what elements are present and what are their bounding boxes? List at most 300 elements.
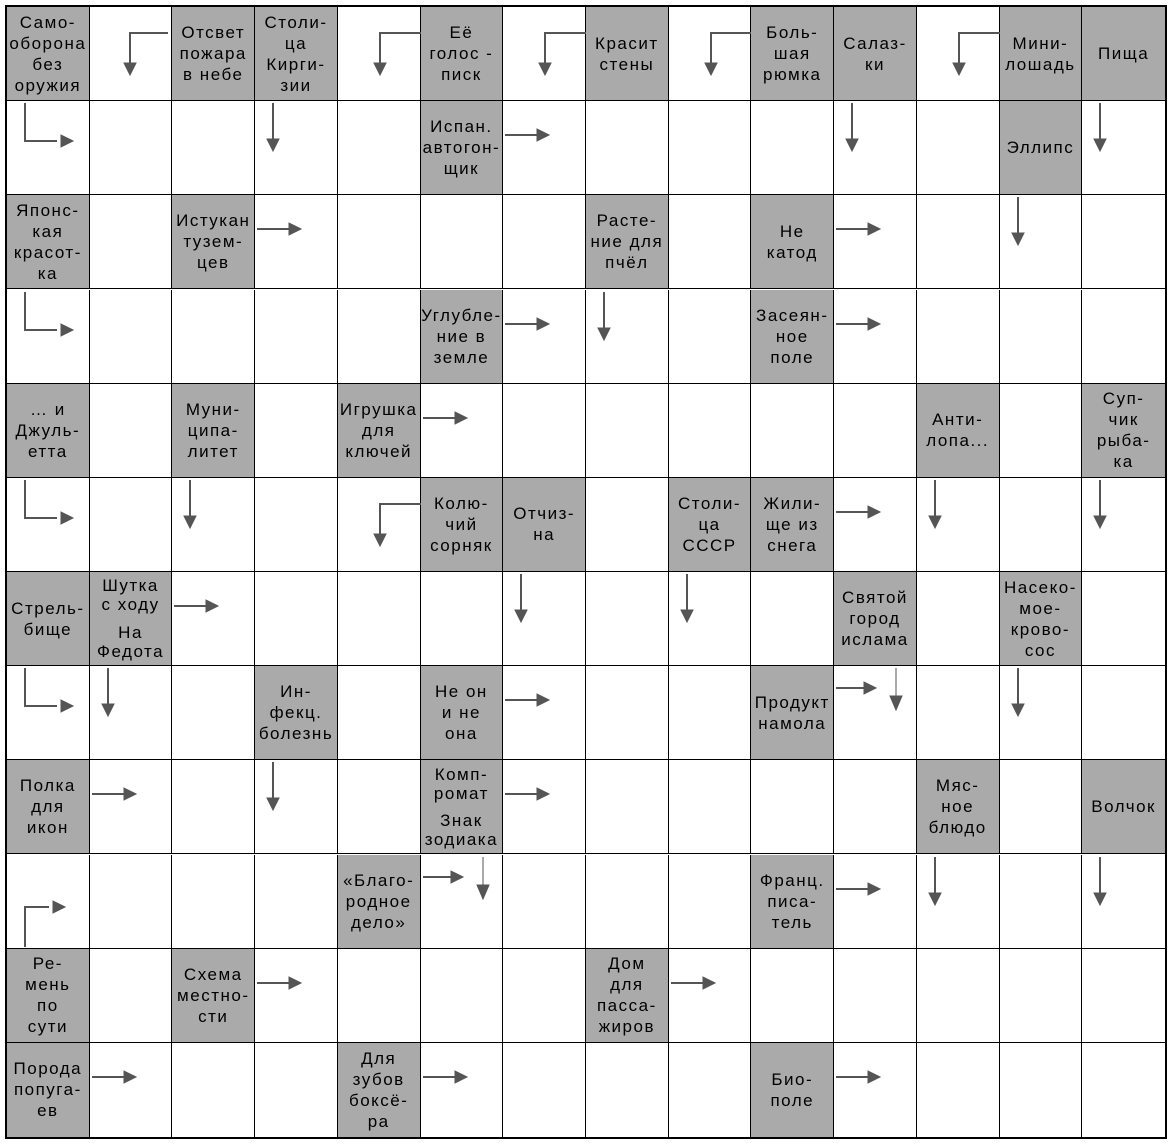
direction-arrow-icon [503,760,586,854]
split-clue-cell [90,572,173,666]
clue-text-box [1082,7,1165,100]
arrow-head [681,610,693,622]
answer-cell[interactable] [1082,572,1165,666]
answer-cell[interactable] [586,855,669,949]
answer-cell[interactable] [90,290,173,384]
clue-cell [421,101,504,195]
arrow-head [451,857,489,899]
clue-text: Столи- ца СССР [678,493,742,555]
clue-cell [338,1043,421,1137]
answer-cell[interactable] [669,1043,752,1137]
answer-cell[interactable] [917,290,1000,384]
arrow-head [124,1071,136,1083]
answer-cell[interactable] [917,855,1000,949]
clue-text: Мини- лошадь [1005,33,1076,74]
arrow-head [374,63,386,75]
clue-cell [751,195,834,289]
answer-cell[interactable] [834,949,917,1043]
answer-cell[interactable] [503,666,586,760]
clue-text: Святой город ислама [841,588,909,650]
clue-cell [421,7,504,101]
clue-cell [7,7,90,101]
answer-cell[interactable] [1082,478,1165,572]
answer-cell[interactable] [90,195,173,289]
answer-cell[interactable] [834,666,917,760]
direction-arrow-icon [834,1043,917,1137]
direction-arrow-icon [255,949,338,1043]
answer-cell[interactable] [255,855,338,949]
clue-text: Не катод [766,221,818,262]
answer-cell[interactable] [172,760,255,854]
answer-cell[interactable] [1000,384,1083,478]
answer-cell[interactable] [421,195,504,289]
arrow-head [868,1071,880,1083]
clue-cell [7,195,90,289]
direction-arrow-icon [90,7,173,101]
answer-cell[interactable] [255,101,338,195]
clue-cell [669,478,752,572]
answer-cell[interactable] [1082,1043,1165,1137]
clue-cell [917,760,1000,854]
answer-cell[interactable] [1000,1043,1083,1137]
answer-cell[interactable] [421,949,504,1043]
clue-text-box [1000,572,1082,665]
clue-cell [1082,760,1165,854]
answer-cell[interactable] [255,384,338,478]
arrow-head [703,977,715,989]
arrow-head [267,798,279,810]
clue-text-box [669,478,751,571]
clue-cell [421,290,504,384]
answer-cell[interactable] [1000,290,1083,384]
clue-text-box [1082,384,1165,477]
answer-cell[interactable] [172,101,255,195]
clue-text: Полка для икон [19,776,76,838]
answer-cell[interactable] [917,1043,1000,1137]
answer-cell[interactable] [1082,101,1165,195]
answer-cell[interactable] [338,101,421,195]
answer-cell[interactable] [90,1043,173,1137]
answer-cell[interactable] [669,949,752,1043]
answer-cell[interactable] [917,195,1000,289]
clue-cell [338,384,421,478]
clue-text: Ин- фекц. болезнь [258,682,334,744]
clue-cell [1000,101,1083,195]
arrow-head [184,516,196,528]
clue-text-box [421,290,503,383]
direction-arrow-icon [834,855,917,949]
answer-cell[interactable] [90,478,173,572]
direction-arrow-icon [669,7,752,101]
direction-arrow-icon [503,7,586,101]
answer-cell[interactable] [751,949,834,1043]
clue-cell [255,7,338,101]
clue-text-box [751,7,833,100]
answer-cell[interactable] [1082,290,1165,384]
clue-text: Истукан тузем- цев [176,211,251,273]
answer-cell[interactable] [669,101,752,195]
crossword-grid [5,5,1167,1139]
direction-arrow-icon [503,101,586,195]
answer-cell[interactable] [669,855,752,949]
direction-arrow-icon [421,384,504,478]
answer-cell[interactable] [503,1043,586,1137]
direction-arrow-icon [917,478,1000,572]
answer-cell[interactable] [503,101,586,195]
arrow-head [61,324,73,336]
answer-cell[interactable] [172,572,255,666]
direction-arrow-icon [586,290,669,384]
direction-arrow-icon [1082,478,1165,572]
clue-text-box [751,290,833,383]
arrow-head [1012,704,1024,716]
clue-cell [7,384,90,478]
clue-text-box [338,1043,420,1137]
answer-cell[interactable] [834,101,917,195]
direction-arrow-icon [917,7,1000,101]
clue-cell [586,7,669,101]
answer-cell[interactable] [90,384,173,478]
arrow-head [537,129,549,141]
clue-cell [503,478,586,572]
clue-text: «Благо- родное дело» [343,870,415,932]
answer-cell[interactable] [917,666,1000,760]
direction-arrow-icon [338,7,421,101]
answer-cell[interactable] [1000,666,1083,760]
answer-cell[interactable] [834,478,917,572]
answer-cell[interactable] [1000,855,1083,949]
answer-cell[interactable] [90,7,173,101]
clue-text: Столи- ца Кирги- зии [264,12,328,95]
answer-cell[interactable] [586,666,669,760]
clue-text-box [1000,101,1082,194]
clue-cell [338,855,421,949]
answer-cell[interactable] [834,384,917,478]
answer-cell[interactable] [172,290,255,384]
answer-cell[interactable] [503,760,586,854]
answer-cell[interactable] [669,384,752,478]
answer-cell[interactable] [172,855,255,949]
answer-cell[interactable] [1082,855,1165,949]
clue-text-box [586,195,668,288]
direction-arrow-icon [1082,855,1165,949]
answer-cell[interactable] [255,572,338,666]
clue-cell [751,855,834,949]
answer-cell[interactable] [586,478,669,572]
arrow-head [929,893,941,905]
arrow-head [206,600,218,612]
answer-cell[interactable] [172,478,255,572]
answer-cell[interactable] [255,760,338,854]
answer-cell[interactable] [421,1043,504,1137]
clue-text: Мяс- ное блюдо [928,776,987,838]
clue-text-box [338,855,420,948]
arrow-head [868,883,880,895]
arrow-head [124,63,136,75]
answer-cell[interactable] [503,949,586,1043]
direction-arrow-icon [834,478,917,572]
answer-cell[interactable] [586,1043,669,1137]
clue-text: Муни- ципа- литет [185,399,241,461]
clue-text-box [751,666,833,759]
answer-cell[interactable] [1000,195,1083,289]
answer-cell[interactable] [669,572,752,666]
answer-cell[interactable] [669,7,752,101]
answer-cell[interactable] [586,290,669,384]
clue-text: Анти- лопа... [926,410,990,451]
clue-cell [421,478,504,572]
answer-cell[interactable] [586,101,669,195]
answer-cell[interactable] [421,572,504,666]
clue-cell [172,949,255,1043]
answer-cell[interactable] [917,7,1000,101]
clue-text: Жили- ще из снега [763,493,822,555]
clue-text: На Федота [97,622,165,661]
clue-text-box [421,478,503,571]
direction-arrow-icon [503,572,586,666]
arrow-head [598,328,610,340]
answer-cell[interactable] [1082,666,1165,760]
clue-text: … и Джуль- етта [15,399,81,461]
clue-text-box [751,195,833,288]
clue-text-box [586,949,668,1042]
answer-cell[interactable] [172,1043,255,1137]
answer-cell[interactable] [255,290,338,384]
answer-cell[interactable] [90,760,173,854]
clue-cell [751,7,834,101]
clue-text: Пища [1098,44,1150,64]
clue-cell [751,666,834,760]
clue-text-box [255,666,337,759]
arrow-head [61,700,73,712]
answer-cell[interactable] [751,384,834,478]
answer-cell[interactable] [917,101,1000,195]
split-clue-top [90,572,172,620]
direction-arrow-icon [90,760,173,854]
clue-text-box [421,666,503,759]
clue-text-box [917,760,999,853]
answer-cell[interactable] [172,666,255,760]
arrow-head [1012,233,1024,245]
arrow-head [537,318,549,330]
direction-arrow-icon [834,195,917,289]
answer-cell[interactable] [421,855,504,949]
clue-text: Продукт намола [754,692,830,733]
answer-cell[interactable] [669,760,752,854]
answer-cell[interactable] [338,7,421,101]
answer-cell[interactable] [503,384,586,478]
answer-cell[interactable] [7,855,90,949]
clue-text: Отсвет пожара в небе [179,23,247,85]
arrow-head [455,412,467,424]
clue-text: Её голос - писк [429,23,494,85]
clue-text-box [7,195,89,288]
answer-cell[interactable] [669,195,752,289]
split-clue-bottom [90,619,172,666]
clue-cell [751,478,834,572]
direction-arrow-icon [172,572,255,666]
clue-cell [834,572,917,666]
answer-cell[interactable] [503,195,586,289]
clue-text: Игрушка для ключей [339,399,418,461]
answer-cell[interactable] [338,949,421,1043]
arrow-line [25,292,57,330]
clue-text: Салаз- ки [843,33,907,74]
answer-cell[interactable] [503,572,586,666]
answer-cell[interactable] [503,855,586,949]
answer-cell[interactable] [586,760,669,854]
direction-arrow-icon [834,101,917,195]
clue-text-box [7,7,89,100]
arrow-head [864,668,902,710]
clue-text-box [7,1043,89,1137]
clue-text-box [172,7,254,100]
clue-text: Эллипс [1006,138,1075,158]
arrow-head [455,1071,467,1083]
arrow-head [61,135,73,147]
direction-arrow-icon [7,290,90,384]
answer-cell[interactable] [338,760,421,854]
arrow-head [868,223,880,235]
split-clue-bottom [421,807,503,854]
arrow-head [1094,139,1106,151]
clue-text: Засеян- ное поле [756,305,829,367]
answer-cell[interactable] [834,760,917,854]
direction-arrow-icon [421,1043,504,1137]
clue-text: Испан. автогон- щик [422,117,501,179]
clue-text-box [834,572,916,665]
answer-cell[interactable] [669,666,752,760]
arrow-head [929,516,941,528]
arrow-head [515,610,527,622]
arrow-head [61,512,73,524]
direction-arrow-icon [503,666,586,760]
clue-text-box [7,949,89,1042]
arrow-head [868,318,880,330]
clue-text-box [751,855,833,948]
clue-text: Насеко- мое- крово- сос [1003,577,1077,660]
answer-cell[interactable] [90,949,173,1043]
clue-cell [1082,384,1165,478]
clue-text: Расте- ние для пчёл [590,211,664,273]
answer-cell[interactable] [255,478,338,572]
answer-cell[interactable] [834,1043,917,1137]
clue-text: Знак зодиака [424,811,499,850]
arrow-head [539,63,551,75]
arrow-line [711,33,753,69]
split-clue-top [421,760,503,808]
answer-cell[interactable] [7,666,90,760]
answer-cell[interactable] [90,855,173,949]
answer-cell[interactable] [255,195,338,289]
answer-cell[interactable] [834,855,917,949]
arrow-head [267,139,279,151]
answer-cell[interactable] [751,572,834,666]
arrow-line [25,668,57,706]
clue-text-box [255,7,337,100]
answer-cell[interactable] [7,290,90,384]
direction-arrow-icon [255,195,338,289]
answer-cell[interactable] [7,478,90,572]
answer-cell[interactable] [338,478,421,572]
answer-cell[interactable] [90,666,173,760]
answer-cell[interactable] [917,572,1000,666]
clue-text: Боль- шая рюмка [763,23,822,85]
clue-text-box [7,760,89,853]
answer-cell[interactable] [421,384,504,478]
arrow-head [537,788,549,800]
answer-cell[interactable] [669,290,752,384]
arrow-head [289,223,301,235]
arrow-head [374,534,386,546]
answer-cell[interactable] [338,290,421,384]
clue-text: Красит стены [595,33,659,74]
answer-cell[interactable] [503,290,586,384]
answer-cell[interactable] [338,666,421,760]
clue-text-box [917,384,999,477]
answer-cell[interactable] [338,195,421,289]
clue-cell [172,384,255,478]
direction-arrow-icon [7,101,90,195]
direction-arrow-icon [7,478,90,572]
clue-text-box [172,949,254,1042]
arrow-head [537,694,549,706]
answer-cell[interactable] [834,195,917,289]
answer-cell[interactable] [751,101,834,195]
clue-text-box [751,478,833,571]
clue-text: Суп- чик рыба- ка [1096,389,1151,472]
answer-cell[interactable] [1000,760,1083,854]
answer-cell[interactable] [90,101,173,195]
clue-text: Франц. писа- тель [759,870,825,932]
arrow-head [705,63,717,75]
answer-cell[interactable] [338,572,421,666]
answer-cell[interactable] [255,1043,338,1137]
clue-text-box [1082,760,1165,853]
clue-cell [7,949,90,1043]
answer-cell[interactable] [751,760,834,854]
clue-text: Шутка с ходу [101,576,160,615]
arrow-line [25,103,57,141]
answer-cell[interactable] [1000,949,1083,1043]
answer-cell[interactable] [917,949,1000,1043]
answer-cell[interactable] [255,949,338,1043]
answer-cell[interactable] [1082,949,1165,1043]
answer-cell[interactable] [834,290,917,384]
clue-text: Схема местно- сти [177,964,250,1026]
clue-text: Ре- мень по сути [25,954,71,1037]
clue-cell [586,195,669,289]
clue-text-box [338,384,420,477]
direction-arrow-icon [669,572,752,666]
clue-text-box [421,101,503,194]
answer-cell[interactable] [586,572,669,666]
answer-cell[interactable] [917,478,1000,572]
answer-cell[interactable] [1082,195,1165,289]
answer-cell[interactable] [503,7,586,101]
direction-arrow-icon [1000,195,1083,289]
direction-arrow-icon [7,855,90,949]
direction-arrow-icon [421,855,504,949]
direction-arrow-icon [255,101,338,195]
clue-cell [7,760,90,854]
answer-cell[interactable] [1000,478,1083,572]
clue-cell [255,666,338,760]
answer-cell[interactable] [7,101,90,195]
arrow-head [102,704,114,716]
answer-cell[interactable] [586,384,669,478]
direction-arrow-icon [7,666,90,760]
